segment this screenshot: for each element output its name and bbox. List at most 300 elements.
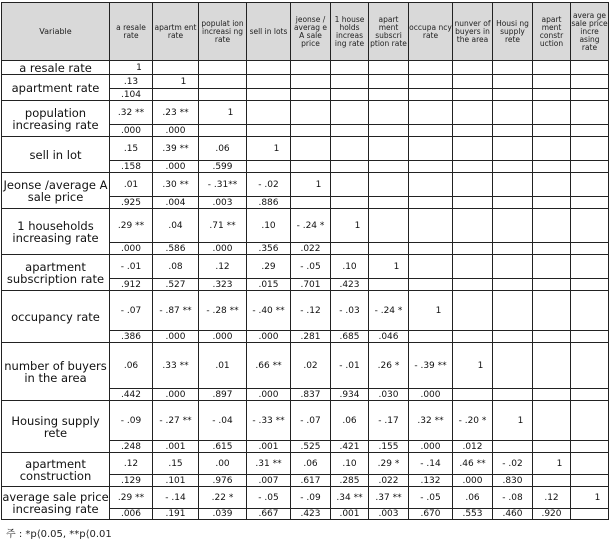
correlation-cell: 1: [199, 101, 247, 125]
correlation-cell: [247, 75, 291, 89]
correlation-cell: [369, 209, 409, 243]
correlation-cell: [453, 101, 493, 125]
correlation-cell: [533, 291, 571, 331]
correlation-cell: [571, 101, 609, 125]
correlation-cell: .15: [110, 137, 153, 161]
correlation-cell: 1: [110, 61, 153, 75]
p-value-cell: .000: [409, 441, 453, 453]
p-value-cell: .281: [291, 331, 331, 343]
correlation-cell: 1: [409, 291, 453, 331]
correlation-cell: 1: [453, 343, 493, 389]
correlation-cell: [453, 209, 493, 243]
correlation-cell: [571, 401, 609, 441]
p-value-cell: [493, 125, 533, 137]
correlation-cell: [571, 255, 609, 279]
p-value-cell: [493, 243, 533, 255]
p-value-cell: .525: [291, 441, 331, 453]
table-row: [2, 453, 609, 475]
p-value-cell: .022: [291, 243, 331, 255]
p-value-cell: .423: [331, 279, 369, 291]
correlation-cell: - .05: [291, 255, 331, 279]
p-value-cell: .323: [199, 279, 247, 291]
correlation-cell: - .87 **: [153, 291, 199, 331]
p-value-cell: [331, 197, 369, 209]
p-value-cell: .925: [110, 197, 153, 209]
p-value-cell: [453, 279, 493, 291]
column-header: apartm ent rate: [153, 3, 199, 61]
correlation-cell: .31 **: [247, 453, 291, 475]
p-value-cell: [533, 441, 571, 453]
p-value-cell: .830: [493, 475, 533, 487]
column-header: avera ge sale price incre asing rate: [571, 3, 609, 61]
column-header: apart ment constr uction: [533, 3, 571, 61]
correlation-cell: .39 **: [153, 137, 199, 161]
p-value-cell: .030: [369, 389, 409, 401]
p-value-cell: [493, 441, 533, 453]
correlation-cell: [493, 291, 533, 331]
correlation-cell: [291, 137, 331, 161]
correlation-cell: [533, 343, 571, 389]
p-value-cell: .000: [110, 243, 153, 255]
p-value-cell: [409, 197, 453, 209]
p-value-cell: [369, 125, 409, 137]
p-value-cell: .586: [153, 243, 199, 255]
correlation-cell: .12: [533, 487, 571, 509]
p-value-cell: [533, 331, 571, 343]
correlation-cell: - .27 **: [153, 401, 199, 441]
correlation-cell: [291, 101, 331, 125]
correlation-cell: .06: [453, 487, 493, 509]
p-value-cell: [493, 197, 533, 209]
correlation-cell: [533, 173, 571, 197]
correlation-cell: - .17: [369, 401, 409, 441]
row-label: apartment construction: [2, 453, 110, 487]
correlation-cell: [493, 343, 533, 389]
correlation-cell: 1: [331, 209, 369, 243]
p-value-cell: .000: [247, 389, 291, 401]
correlation-cell: - .02: [247, 173, 291, 197]
p-value-cell: .132: [409, 475, 453, 487]
correlation-cell: .06: [110, 343, 153, 389]
p-value-cell: .356: [247, 243, 291, 255]
p-value-cell: [291, 197, 331, 209]
correlation-cell: .37 **: [369, 487, 409, 509]
p-value-cell: .000: [453, 475, 493, 487]
p-value-cell: .837: [291, 389, 331, 401]
p-value-cell: [571, 389, 609, 401]
correlation-cell: .08: [153, 255, 199, 279]
p-value-cell: .000: [409, 389, 453, 401]
correlation-cell: .23 **: [153, 101, 199, 125]
column-header: a resale rate: [110, 3, 153, 61]
p-value-cell: [533, 125, 571, 137]
correlation-cell: [493, 75, 533, 89]
header-row: [2, 3, 609, 61]
column-header: 1 house holds increas ing rate: [331, 3, 369, 61]
table-row: [2, 101, 609, 125]
correlation-cell: [453, 75, 493, 89]
p-value-cell: .022: [369, 475, 409, 487]
p-value-cell: [369, 197, 409, 209]
row-label: population increasing rate: [2, 101, 110, 137]
correlation-cell: [533, 401, 571, 441]
column-header: nunver of buyers in the area: [453, 3, 493, 61]
correlation-cell: - .02: [493, 453, 533, 475]
p-value-cell: [571, 279, 609, 291]
correlation-cell: [533, 75, 571, 89]
p-value-cell: .285: [331, 475, 369, 487]
correlation-cell: [533, 61, 571, 75]
p-value-cell: .001: [247, 441, 291, 453]
p-value-cell: [247, 89, 291, 101]
p-value-cell: .421: [331, 441, 369, 453]
table-row: [2, 343, 609, 389]
p-value-cell: .101: [153, 475, 199, 487]
correlation-cell: .01: [110, 173, 153, 197]
correlation-cell: .71 **: [199, 209, 247, 243]
table-row: [2, 61, 609, 75]
correlation-cell: [453, 173, 493, 197]
correlation-cell: [369, 173, 409, 197]
p-value-cell: .001: [153, 441, 199, 453]
column-header: Housi ng supply rete: [493, 3, 533, 61]
correlation-cell: [533, 137, 571, 161]
p-value-cell: .667: [247, 509, 291, 520]
p-value-cell: [453, 125, 493, 137]
p-value-cell: [331, 161, 369, 173]
correlation-cell: [331, 75, 369, 89]
correlation-cell: .01: [199, 343, 247, 389]
p-value-cell: [453, 389, 493, 401]
p-value-cell: .701: [291, 279, 331, 291]
p-value-cell: [331, 125, 369, 137]
correlation-cell: [409, 137, 453, 161]
row-label: 1 households increasing rate: [2, 209, 110, 255]
correlation-cell: 1: [571, 487, 609, 509]
p-value-cell: .007: [247, 475, 291, 487]
table-row: [2, 401, 609, 441]
footnote: 주 : *p⟨0.05, **p⟨0.01: [6, 529, 112, 540]
correlation-cell: .10: [331, 453, 369, 475]
p-value-cell: .000: [110, 125, 153, 137]
p-value-cell: [247, 161, 291, 173]
correlation-cell: [571, 453, 609, 475]
table-row: [2, 487, 609, 509]
p-value-cell: [369, 279, 409, 291]
p-value-cell: [453, 161, 493, 173]
p-value-cell: .599: [199, 161, 247, 173]
column-header: sell in lots: [247, 3, 291, 61]
p-value-cell: .000: [153, 331, 199, 343]
table-row: [2, 75, 609, 89]
p-value-cell: [533, 279, 571, 291]
table-row: [2, 137, 609, 161]
p-value-cell: [571, 89, 609, 101]
p-value-cell: .000: [199, 331, 247, 343]
p-value-cell: [409, 279, 453, 291]
correlation-cell: [453, 137, 493, 161]
correlation-cell: [571, 343, 609, 389]
p-value-cell: [571, 441, 609, 453]
correlation-cell: [571, 209, 609, 243]
correlation-cell: [153, 61, 199, 75]
correlation-cell: [493, 137, 533, 161]
correlation-cell: .32 **: [409, 401, 453, 441]
correlation-cell: .04: [153, 209, 199, 243]
correlation-cell: .06: [331, 401, 369, 441]
correlation-cell: - .04: [199, 401, 247, 441]
p-value-cell: [409, 161, 453, 173]
correlation-cell: - .01: [331, 343, 369, 389]
p-value-cell: [571, 475, 609, 487]
p-value-cell: .129: [110, 475, 153, 487]
correlation-cell: 1: [493, 401, 533, 441]
p-value-cell: [493, 389, 533, 401]
p-value-cell: .012: [453, 441, 493, 453]
correlation-cell: .29 *: [369, 453, 409, 475]
correlation-cell: [199, 61, 247, 75]
p-value-cell: [493, 89, 533, 101]
p-value-cell: .248: [110, 441, 153, 453]
correlation-cell: - .20 *: [453, 401, 493, 441]
correlation-cell: - .12: [291, 291, 331, 331]
p-value-cell: .000: [247, 331, 291, 343]
correlation-cell: [533, 101, 571, 125]
correlation-cell: - .08: [493, 487, 533, 509]
p-value-cell: [291, 89, 331, 101]
correlation-cell: - .24 *: [291, 209, 331, 243]
row-label: apartment rate: [2, 75, 110, 101]
p-value-cell: .527: [153, 279, 199, 291]
p-value-cell: .000: [199, 243, 247, 255]
correlation-cell: [291, 75, 331, 89]
p-value-cell: [331, 89, 369, 101]
column-header: occupa ncy rate: [409, 3, 453, 61]
p-value-cell: [533, 475, 571, 487]
correlation-cell: [453, 291, 493, 331]
correlation-cell: .12: [199, 255, 247, 279]
correlation-cell: .00: [199, 453, 247, 475]
correlation-cell: - .40 **: [247, 291, 291, 331]
correlation-cell: .10: [331, 255, 369, 279]
correlation-cell: .13: [110, 75, 153, 89]
correlation-cell: - .01: [110, 255, 153, 279]
correlation-cell: [409, 209, 453, 243]
p-value-cell: [533, 89, 571, 101]
correlation-cell: [331, 137, 369, 161]
correlation-cell: [369, 61, 409, 75]
variable-header: Variable: [2, 3, 110, 61]
p-value-cell: [409, 243, 453, 255]
p-value-cell: [409, 89, 453, 101]
row-label: sell in lot: [2, 137, 110, 173]
p-value-cell: [571, 509, 609, 520]
p-value-cell: .004: [153, 197, 199, 209]
correlation-cell: .32 **: [110, 101, 153, 125]
p-value-cell: [369, 89, 409, 101]
p-value-cell: [369, 243, 409, 255]
p-value-cell: .615: [199, 441, 247, 453]
p-value-cell: .006: [110, 509, 153, 520]
correlation-cell: - .33 **: [247, 401, 291, 441]
p-value-cell: .000: [153, 389, 199, 401]
p-value-cell: [571, 125, 609, 137]
p-value-cell: [199, 125, 247, 137]
p-value-cell: .158: [110, 161, 153, 173]
p-value-cell: .104: [110, 89, 153, 101]
correlation-cell: [291, 61, 331, 75]
correlation-cell: [247, 101, 291, 125]
p-value-cell: .897: [199, 389, 247, 401]
correlation-cell: [369, 75, 409, 89]
p-value-cell: [571, 243, 609, 255]
correlation-cell: 1: [369, 255, 409, 279]
p-value-cell: [533, 161, 571, 173]
p-value-cell: [153, 89, 199, 101]
correlation-cell: [493, 255, 533, 279]
correlation-cell: [453, 61, 493, 75]
p-value-cell: [199, 89, 247, 101]
row-label: number of buyers in the area: [2, 343, 110, 401]
correlation-cell: [331, 61, 369, 75]
p-value-cell: [369, 161, 409, 173]
correlation-cell: - .24 *: [369, 291, 409, 331]
p-value-cell: .886: [247, 197, 291, 209]
correlation-cell: [571, 61, 609, 75]
correlation-cell: - .07: [291, 401, 331, 441]
p-value-cell: .442: [110, 389, 153, 401]
row-label: Housing supply rete: [2, 401, 110, 453]
correlation-cell: [493, 61, 533, 75]
correlation-cell: [409, 101, 453, 125]
correlation-cell: [409, 75, 453, 89]
p-value-cell: [533, 197, 571, 209]
correlation-cell: - .14: [409, 453, 453, 475]
p-value-cell: [409, 331, 453, 343]
correlation-cell: [533, 209, 571, 243]
p-value-cell: .000: [153, 125, 199, 137]
p-value-cell: [453, 89, 493, 101]
p-value-cell: [493, 331, 533, 343]
correlation-cell: [331, 173, 369, 197]
correlation-cell: .29 **: [110, 487, 153, 509]
correlation-cell: .34 **: [331, 487, 369, 509]
row-label: average sale price increasing rate: [2, 487, 110, 520]
p-value-cell: [533, 243, 571, 255]
row-label: apartment subscription rate: [2, 255, 110, 291]
p-value-cell: [247, 125, 291, 137]
correlation-cell: .29: [247, 255, 291, 279]
p-value-cell: .553: [453, 509, 493, 520]
correlation-cell: [409, 61, 453, 75]
table-row: [2, 209, 609, 243]
correlation-cell: .15: [153, 453, 199, 475]
p-value-cell: [453, 197, 493, 209]
correlation-cell: .30 **: [153, 173, 199, 197]
correlation-cell: - .09: [291, 487, 331, 509]
p-value-cell: .617: [291, 475, 331, 487]
correlation-cell: 1: [247, 137, 291, 161]
p-value-cell: .000: [153, 161, 199, 173]
correlation-cell: [199, 75, 247, 89]
correlation-cell: [369, 137, 409, 161]
correlation-cell: - .28 **: [199, 291, 247, 331]
column-header: jeonse / averag e A sale price: [291, 3, 331, 61]
p-value-cell: .460: [493, 509, 533, 520]
row-label: occupancy rate: [2, 291, 110, 343]
table-row: [2, 255, 609, 279]
correlation-cell: .66 **: [247, 343, 291, 389]
table-row: [2, 173, 609, 197]
p-value-cell: .670: [409, 509, 453, 520]
column-header: populat ion increasi ng rate: [199, 3, 247, 61]
p-value-cell: [291, 125, 331, 137]
p-value-cell: .001: [331, 509, 369, 520]
correlation-cell: - .14: [153, 487, 199, 509]
p-value-cell: .934: [331, 389, 369, 401]
p-value-cell: .976: [199, 475, 247, 487]
correlation-matrix-table: [1, 2, 609, 520]
p-value-cell: [453, 243, 493, 255]
row-label: a resale rate: [2, 61, 110, 75]
correlation-cell: [493, 101, 533, 125]
correlation-cell: - .39 **: [409, 343, 453, 389]
p-value-cell: [571, 161, 609, 173]
correlation-cell: 1: [291, 173, 331, 197]
p-value-cell: [533, 389, 571, 401]
table-row: [2, 291, 609, 331]
p-value-cell: [291, 161, 331, 173]
p-value-cell: [453, 331, 493, 343]
p-value-cell: .386: [110, 331, 153, 343]
correlation-cell: [247, 61, 291, 75]
correlation-cell: [493, 209, 533, 243]
correlation-cell: .06: [291, 453, 331, 475]
correlation-cell: .06: [199, 137, 247, 161]
correlation-cell: [571, 137, 609, 161]
p-value-cell: .003: [199, 197, 247, 209]
correlation-cell: [493, 173, 533, 197]
correlation-cell: [409, 255, 453, 279]
correlation-cell: .12: [110, 453, 153, 475]
correlation-cell: 1: [533, 453, 571, 475]
column-header: apart ment subscri ption rate: [369, 3, 409, 61]
correlation-cell: .22 *: [199, 487, 247, 509]
correlation-cell: - .03: [331, 291, 369, 331]
p-value-cell: .155: [369, 441, 409, 453]
p-value-cell: .423: [291, 509, 331, 520]
correlation-cell: - .07: [110, 291, 153, 331]
correlation-cell: 1: [153, 75, 199, 89]
correlation-cell: .46 **: [453, 453, 493, 475]
correlation-cell: [453, 255, 493, 279]
p-value-cell: .920: [533, 509, 571, 520]
correlation-cell: .10: [247, 209, 291, 243]
correlation-cell: - .09: [110, 401, 153, 441]
correlation-cell: [571, 75, 609, 89]
p-value-cell: [571, 197, 609, 209]
correlation-cell: [331, 101, 369, 125]
p-value-cell: .039: [199, 509, 247, 520]
p-value-cell: .912: [110, 279, 153, 291]
p-value-cell: .046: [369, 331, 409, 343]
row-label: Jeonse /average A sale price: [2, 173, 110, 209]
correlation-cell: [409, 173, 453, 197]
correlation-cell: [533, 255, 571, 279]
p-value-cell: .191: [153, 509, 199, 520]
p-value-cell: [493, 161, 533, 173]
correlation-cell: [571, 173, 609, 197]
